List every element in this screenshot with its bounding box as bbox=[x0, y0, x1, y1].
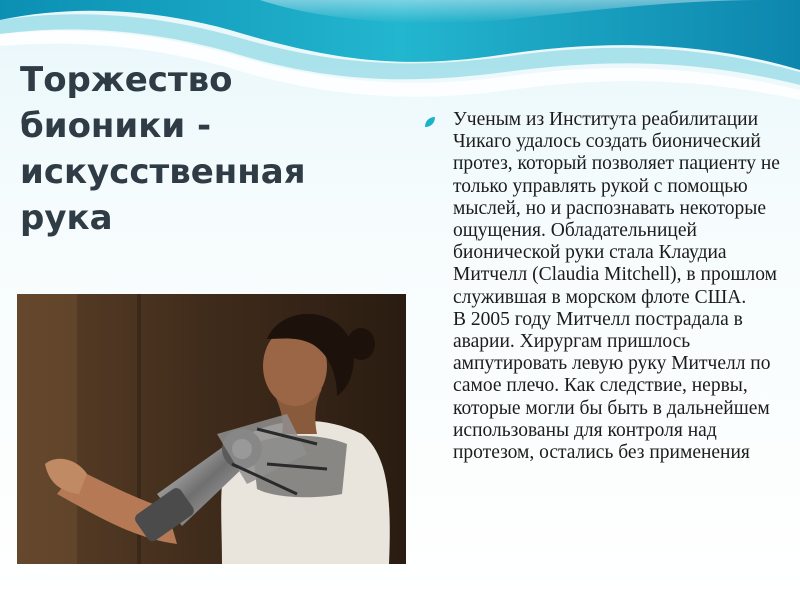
body-paragraph: Ученым из Института реабилитации Чикаго удалось создать бионический протез, который позволяет пациенту не только управлять рукой с помощью мыслей, но и распознавать некоторые ощущения. Обладательницей бионической руки стала Клаудиа Митчелл (Claudia Mitchell), в прошлом служившая в морском флоте США. В 2005 году Митчелл пострадала в аварии. Хирургам пришлось ампутировать левую руку Митчелл по самое плечо. Как следствие, нервы, которые могли бы быть в дальнейшем использованы для контроля над протезом, остались без применения bbox=[453, 109, 780, 464]
photo-illustration bbox=[17, 294, 406, 564]
content-list bbox=[424, 109, 794, 600]
bullet-leaf-icon bbox=[424, 116, 436, 128]
woman-with-bionic-arm-photo bbox=[17, 294, 406, 564]
slide-title: Торжество бионики - искусственная рука bbox=[20, 60, 306, 238]
